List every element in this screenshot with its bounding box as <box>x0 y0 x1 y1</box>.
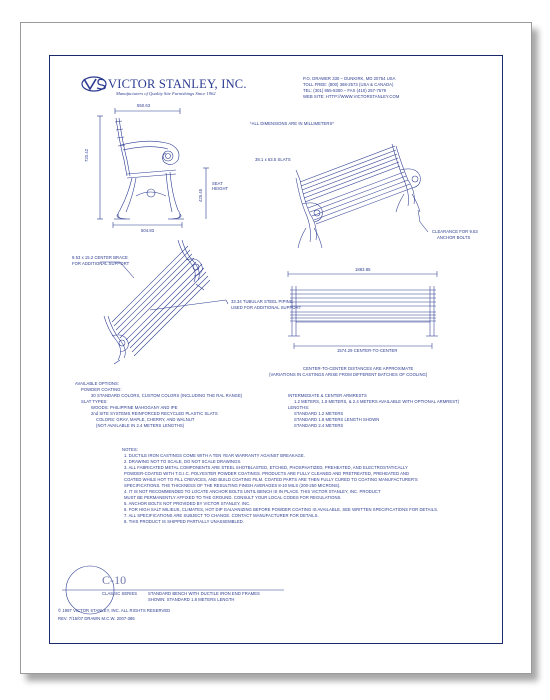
company-name: VICTOR STANLEY, INC. <box>108 77 247 91</box>
dim-base-width: 504.83 <box>141 228 155 233</box>
title-description: SHOWN: STANDARD 1.8 METERS LENGTH <box>148 597 235 602</box>
options-line: (NOT AVAILABLE IN 2.4 METERS LENGTHS) <box>96 423 185 428</box>
dim-top-width: 550.63 <box>137 103 151 108</box>
note-line: 4. IT IS NOT RECOMMENDED TO LOCATE ANCHOR BOLTS UNTIL BENCH IS IN PLACE. THIS VICTOR STANLEY, INC. PRODUCT <box>124 489 381 494</box>
note-line: MUST BE PERMANENTLY AFFIXED TO THE GROUND. CONSULT YOUR LOCAL CODES FOR REGULATIONS. <box>124 495 342 500</box>
note-line: 7. ALL SPECIFICATIONS ARE SUBJECT TO CHANGE. CONTACT MANUFACTURER FOR DETAILS. <box>124 513 319 518</box>
side-view-drawing <box>97 108 209 228</box>
contact-line: P.O. DRAWER 330 – DUNKIRK, MD 20754 USA <box>303 76 396 81</box>
dim-overall-length: 1883.85 <box>355 267 371 272</box>
brace-label: 9.53 x 15.2 CENTER BRACE <box>72 255 128 260</box>
piping-label: 33.34 TUBULAR STEEL PIPING <box>231 299 294 304</box>
seat-height-label: SEAT HEIGHT <box>212 181 229 192</box>
note-line: COATED WHILE HOT TO FILL CREVICES, AND BUILD COATING FILM. COATED PARTS ARE THEN FULLY CURED TO COATING MANUFACTURER'S <box>124 477 418 482</box>
options-line: AVAILABLE OPTIONS: <box>75 381 120 386</box>
title-description: STANDARD BENCH WITH DUCTILE IRON END FRAMES <box>148 591 260 596</box>
dim-height: 720.42 <box>84 148 89 162</box>
note-line: 2. DRAWING NOT TO SCALE, DO NOT SCALE DRAWINGS. <box>124 459 242 464</box>
front-view-drawing <box>288 271 438 349</box>
note-line: 3. ALL FABRICATED METAL COMPONENTS ARE STEEL SHOTBLASTED, ETCHED, PHOSPHATIZED, PREHEATED, AND ELECTROSTATICALLY <box>124 465 408 470</box>
title-block-circle <box>62 566 284 614</box>
armrests-line: LENGTHS: <box>288 405 310 410</box>
armrests-line: STANDARD 1.8 METERS LENGTH SHOWN <box>294 417 380 422</box>
slats-label: 38.1 x 63.5 SLATS <box>255 157 291 162</box>
note-line: SPECIFICATIONS. THE THICKNESS OF THE RESULTING FINISH AVERAGES 8-10 MILS (200-250 MICRONS). <box>124 483 341 488</box>
clearance-label: CLEARANCE FOR 9.53 <box>432 229 478 234</box>
center-note: (VARIATIONS IN CASTINGS ARISE FROM DIFFERENT BATCHES OF COOLING) <box>269 372 428 377</box>
note-line: 6. FOR HIGH SALT MILIEUS, CLIMATES, HOT DIP GALVANIZING BEFORE POWDER COATING IS AVAILABLE. SEE WRITTEN SPECIFICATIONS FOR DETAILS. <box>124 507 439 512</box>
options-line: POWDER COATING: <box>81 387 122 392</box>
contact-line: TOLL FREE: (800) 368-2573 (USA & CANADA) <box>303 82 394 87</box>
series-name: CLASSIC SERIES <box>102 591 138 596</box>
options-line: SLAT TYPES: <box>81 399 108 404</box>
dimensions-note: *ALL DIMENSIONS ARE IN MILLIMETERS* <box>250 121 334 126</box>
armrests-line: 1.2 METERS, 1.8 METERS, & 2.4 METERS AVAILABLE WITH OPTIONAL ARMREST) <box>294 399 460 404</box>
note-line: 1. DUCTILE IRON CASTINGS COME WITH A TEN YEAR WARRANTY AGAINST BREAKAGE. <box>124 453 305 458</box>
armrests-line: STANDARD 2.4 METERS <box>294 423 344 428</box>
contact-line: WEB SITE: HTTP://WWW.VICTORSTANLEY.COM <box>303 94 400 99</box>
note-line: 5. ANCHOR BOLTS NOT PROVIDED BY VICTOR STANLEY, INC. <box>124 501 251 506</box>
company-logo-mark <box>82 77 106 91</box>
clearance-label: ANCHOR BOLTS <box>437 235 471 240</box>
brace-label: FOR ADDITIONAL SUPPORT <box>72 261 130 266</box>
note-line: 8. THIS PRODUCT IS SHIPPED PARTIALLY UNASSEMBLED. <box>124 519 244 524</box>
piping-label: USED FOR ADDITIONAL SUPPORT <box>231 305 302 310</box>
center-note: CENTER-TO-CENTER DISTANCES ARE APPROXIMATE <box>303 366 414 371</box>
copyright-text: © 1997 VICTOR STANLEY, INC. ALL RIGHTS RESERVED <box>58 608 171 613</box>
armrests-line: INTERMEDIATE & CENTER ARMRESTS <box>288 393 367 398</box>
options-line: 2nd SITE SYSTEMS REINFORCED RECYCLED PLASTIC SLATS <box>91 411 218 416</box>
armrests-line: STANDARD 1.2 METERS <box>294 411 344 416</box>
note-line: POWDER-COATED WITH T.G.I.C. POLYESTER POWDER COATINGS. PRODUCTS ARE FULLY CLEANED AND PRETREATED, PREHEATED AND <box>124 471 410 476</box>
revision-text: REV. 7/15/07 DRAWN M.C.W. 2007-386 <box>58 616 135 621</box>
notes-title: NOTES: <box>122 447 138 452</box>
options-line: COLORS: GRAY, MAPLE, CHERRY, AND WALNUT <box>96 417 195 422</box>
contact-line: TEL: (301) 855-8300 – FAX (410) 257-7579 <box>303 88 387 93</box>
isometric-view-drawing <box>296 144 428 248</box>
dim-center-to-center: 1574.29 CENTER-TO-CENTER <box>337 348 398 353</box>
options-line: WOODS: PHILIPPINE MAHOGANY AND IPE <box>91 405 178 410</box>
company-tagline: Manufacturers of Quality Site Furnishings Since 1962 <box>116 91 216 96</box>
options-line: 30 STANDARD COLORS, CUSTOM COLORS (INCLUDING THE RAL RANGE) <box>91 393 243 398</box>
model-number: C-10 <box>102 573 127 587</box>
dim-seat-height: 425.45 <box>198 188 203 202</box>
